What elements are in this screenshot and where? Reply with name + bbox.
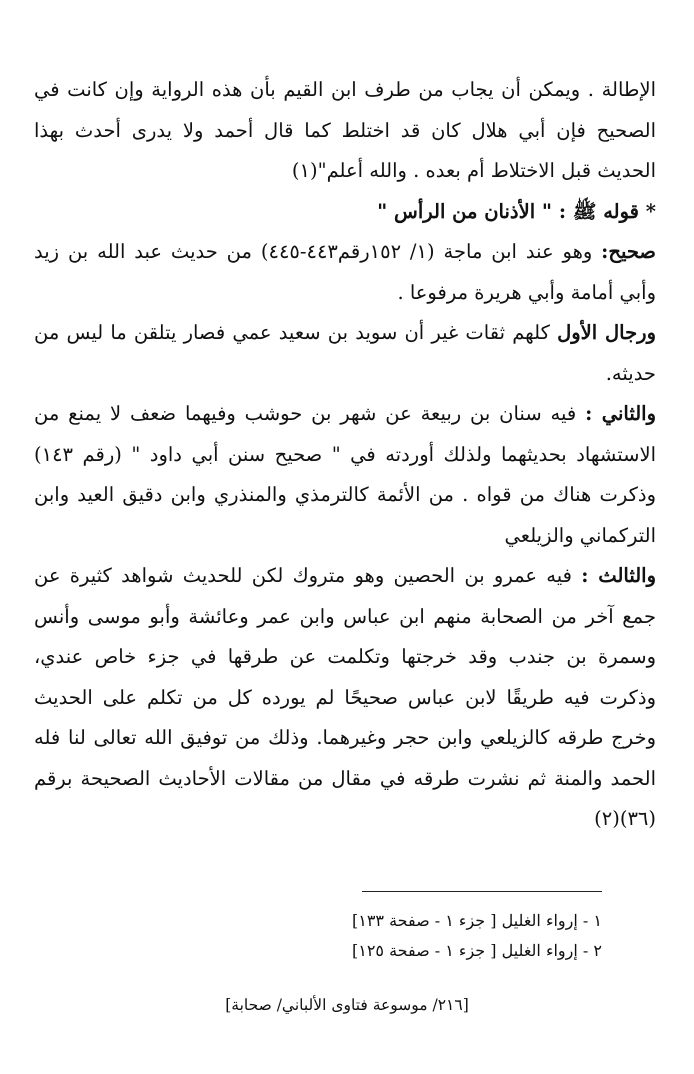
paragraph-lead: والثالث : <box>581 564 656 587</box>
paragraph-continuation <box>34 70 656 192</box>
paragraph-lead: صحيح: <box>601 240 656 263</box>
paragraph-lead: ورجال الأول <box>557 321 656 344</box>
footnotes <box>40 906 602 966</box>
paragraph-third-chain <box>34 556 656 840</box>
paragraph-text: فيه سنان بن ربيعة عن شهر بن حوشب وفيهما ضعف لا يمنع من الاستشهاد بحديثهما ولذلك أوردته في " صحيح سنن أبي داود " (رقم ١٤٣) وذكرت هناك من قواه . من الأئمة كالترمذي والمنذري وابن دقيق العيد وابن التركماني والزيلعي <box>34 402 656 547</box>
paragraph-second-chain <box>34 394 656 556</box>
paragraph-text: فيه عمرو بن الحصين وهو متروك لكن للحديث شواهد كثيرة عن جمع آخر من الصحابة منهم ابن عباس وابن عمر وعائشة وأبو موسى وأنس وسمرة بن جندب وقد خرجتها وتكلمت عن طرقها في جزء خاص عندي، وذكرت فيه طريقًا لابن عباس صحيحًا لم يورده كل من تكلم على الحديث وخرج طرقه كالزيلعي وابن حجر وغيرهما. وذلك من توفيق الله تعالى لنا فله الحمد والمنة ثم نشرت طرقه في مقال من مقالات الأحاديث الصحيحة برقم (٣٦)(٢) <box>34 564 656 830</box>
page-footer: [٢١٦/ موسوعة فتاوى الألباني/ صحابة] <box>225 996 469 1014</box>
body-text <box>34 70 656 840</box>
paragraph-lead: والثاني : <box>585 402 656 425</box>
hadith-heading <box>34 192 656 233</box>
paragraph-text: وهو عند ابن ماجة (١/ ١٥٢رقم٤٤٣-٤٤٥) من حديث عبد الله بن زيد وأبي أمامة وأبي هريرة مرفوعا . <box>34 240 656 304</box>
paragraph-first-chain <box>34 313 656 394</box>
paragraph-authenticity <box>34 232 656 313</box>
footnote: ٢ - إرواء الغليل [ جزء ١ - صفحة ١٢٥] <box>351 941 602 960</box>
hadith-heading-text: * قوله ﷺ : " الأذنان من الرأس " <box>377 199 656 223</box>
paragraph-text: الإطالة . ويمكن أن يجاب من طرف ابن القيم بأن هذه الرواية وإن كانت في الصحيح فإن أبي هلال كان قد اختلط كما قال أحمد ولا يدرى أحدث بهذا الحديث قبل الاختلاط أم بعده . والله أعلم"(١) <box>34 78 656 182</box>
paragraph-text: كلهم ثقات غير أن سويد بن سعيد عمي فصار يتلقن ما ليس من حديثه. <box>34 321 656 385</box>
footnote: ١ - إرواء الغليل [ جزء ١ - صفحة ١٣٣] <box>351 911 602 930</box>
footnote-divider <box>362 891 602 892</box>
